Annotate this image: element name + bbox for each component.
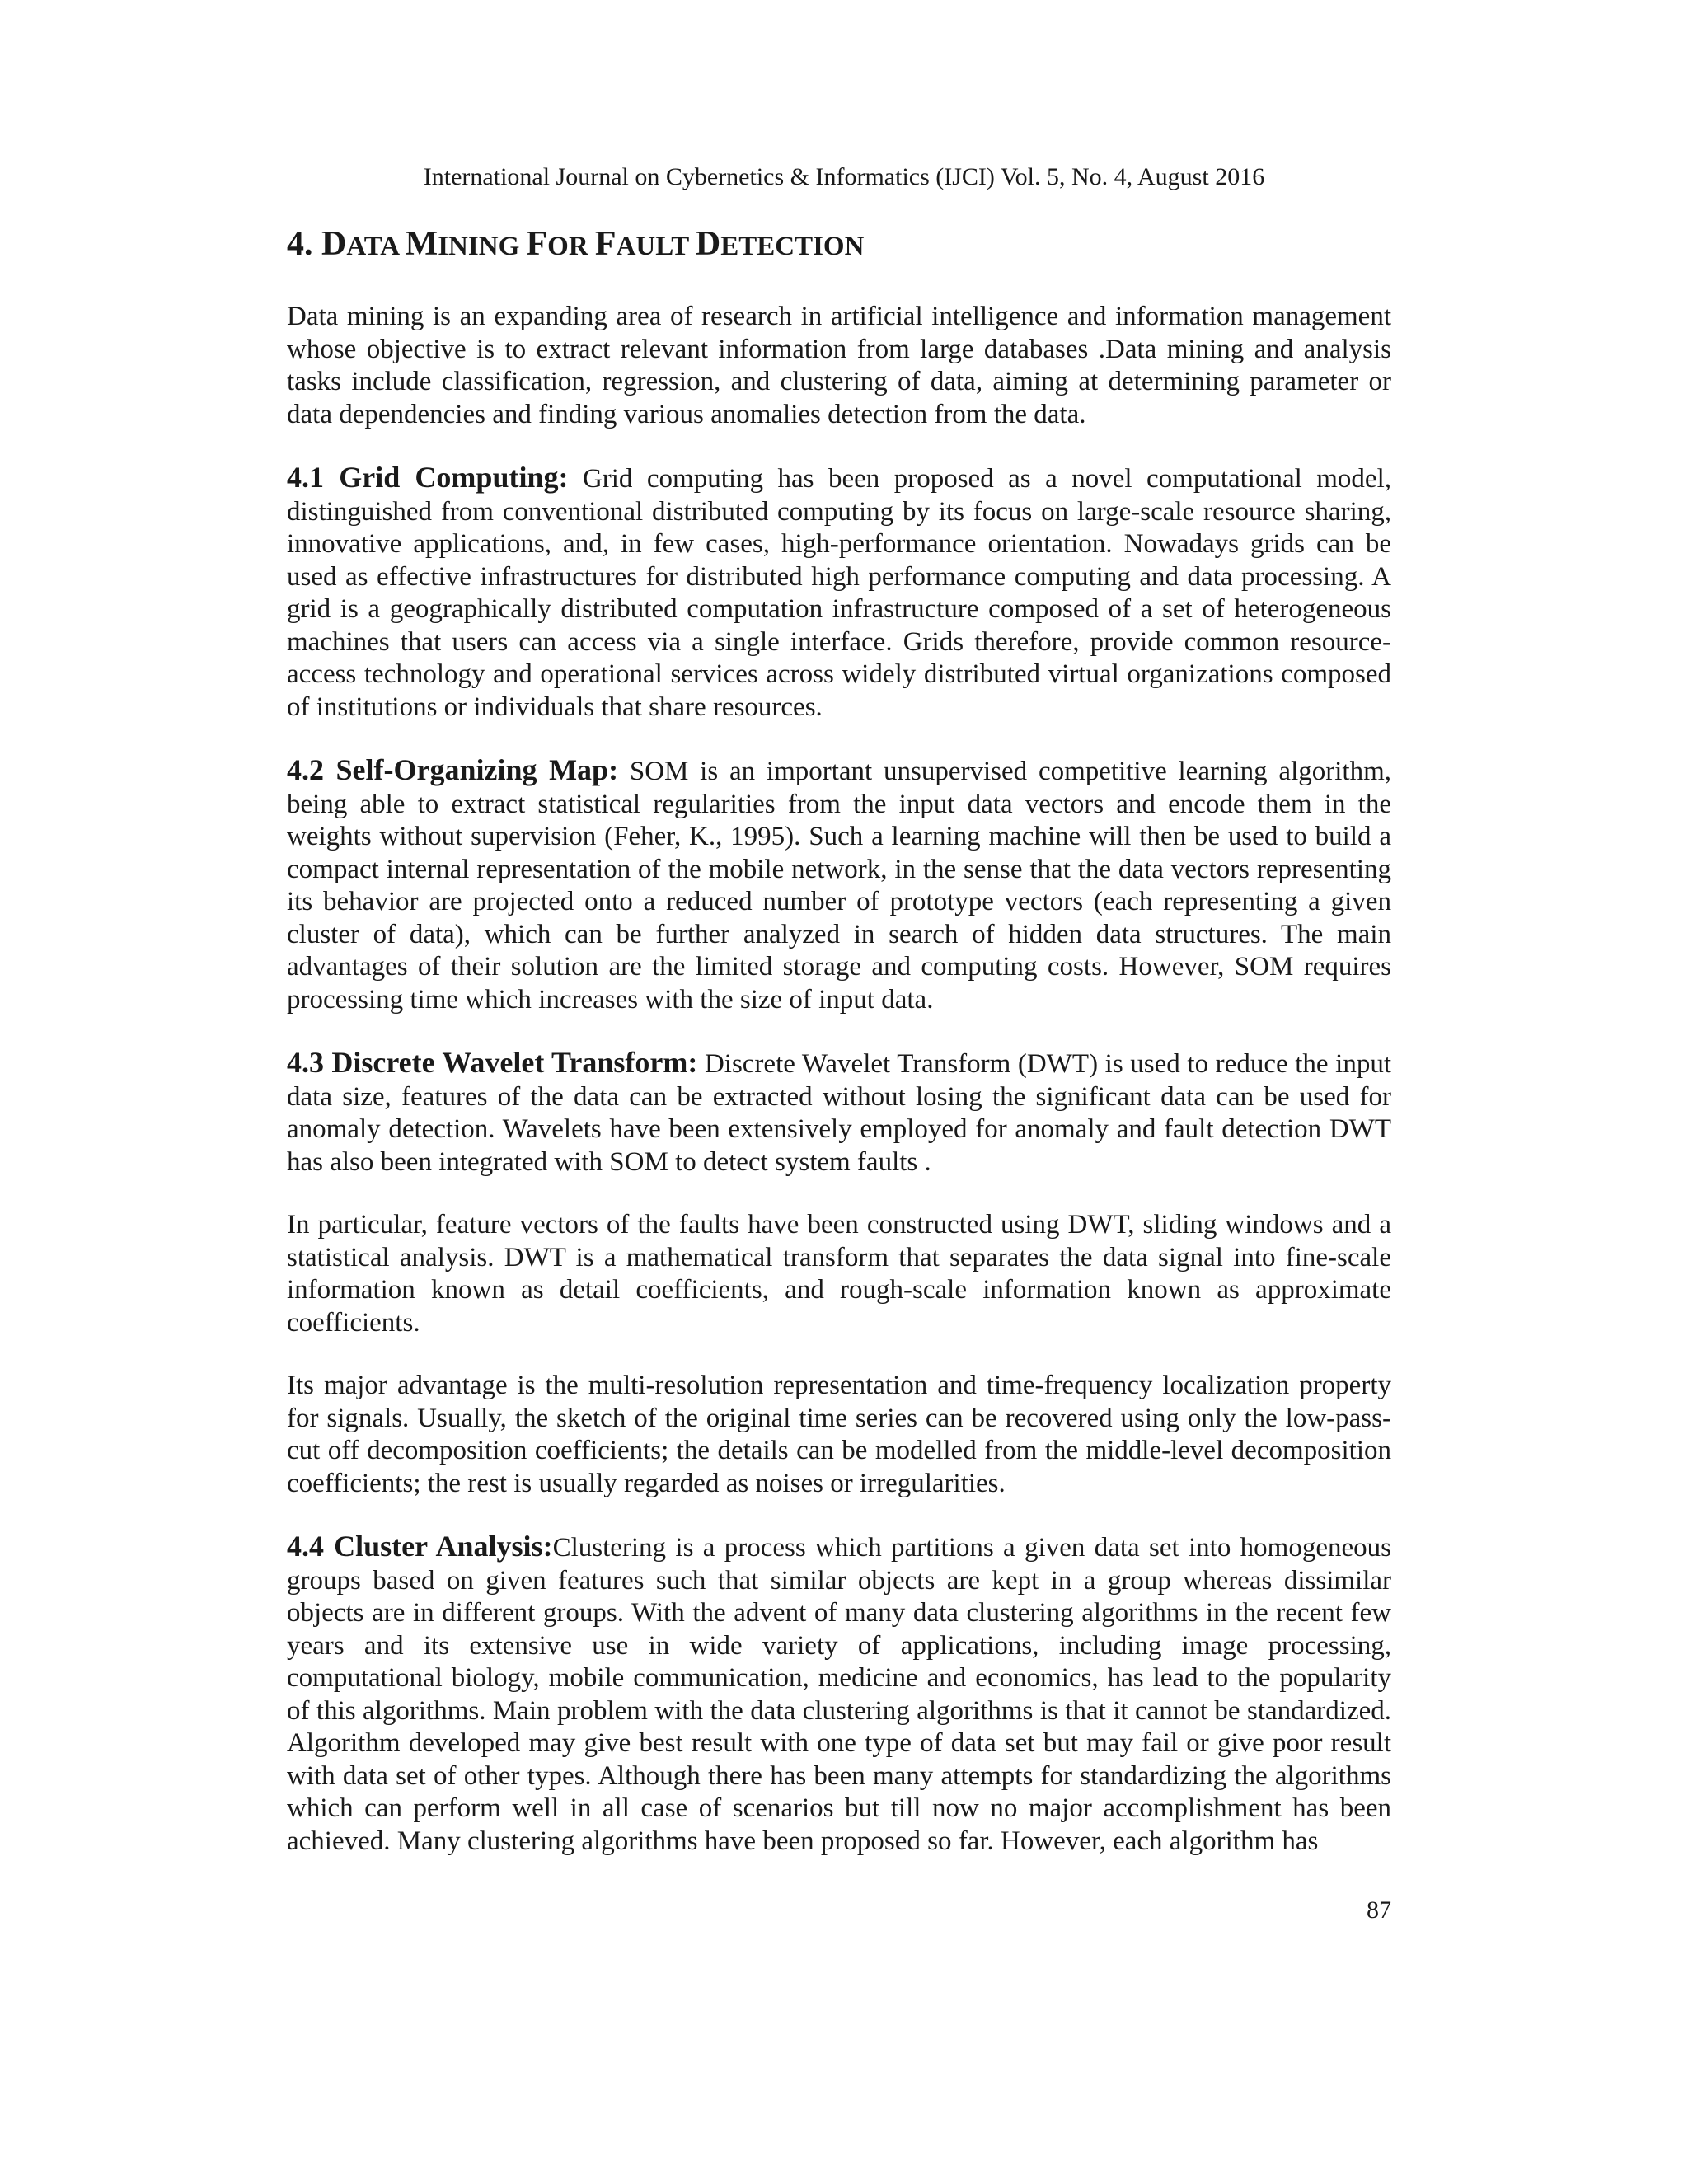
som-paragraph (287, 754, 1391, 1016)
dwt-heading: 4.3 Discrete Wavelet Transform: (287, 1046, 698, 1079)
journal-header: International Journal on Cybernetics & Informatics (IJCI) Vol. 5, No. 4, August 2016 (423, 163, 1265, 190)
title-rest-3: OR (547, 232, 595, 261)
title-initial-2: M (405, 225, 438, 263)
cluster-analysis-text: Clustering is a process which partitions a given data set into homogeneous groups based on given features such that similar objects are kept in a group whereas dissimilar objects are in different groups. With the advent of many data clustering algorithms in the recent few years and its extensive use in wide variety of applications, including image processing, computational biology, mobile communication, medicine and economics, has lead to the popularity of this algorithms. Main problem with the data clustering algorithms is that it cannot be standardized. Algorithm developed may give best result with one type of data set but may fail or give poor result with data set of other types. Although there has been many attempts for standardizing the algorithms which can perform well in all case of scenarios but till now no major accomplishment has been achieved. Many clustering algorithms have been proposed so far. However, each algorithm has (287, 1533, 1391, 1856)
intro-paragraph: Data mining is an expanding area of research in artificial intelligence and information management whose objective is to extract relevant information from large databases .Data mining and analysis tasks include classification, regression, and clustering of data, aiming at determining parameter or data dependencies and finding various anomalies detection from the data. (287, 302, 1391, 429)
title-initial-4: F (594, 225, 617, 263)
dwt-paragraph-2: In particular, feature vectors of the faults have been constructed using DWT, sliding windows and a statistical analysis. DWT is a mathematical transform that separates the data signal into fine-scale information known as detail coefficients, and rough-scale information known as approximate coefficients. (287, 1210, 1391, 1338)
grid-computing-heading: 4.1 Grid Computing: (287, 461, 569, 494)
title-initial-3: F (526, 225, 548, 263)
som-heading: 4.2 Self-Organizing Map: (287, 753, 619, 786)
title-rest-5: ETECTION (720, 232, 865, 261)
grid-computing-paragraph (287, 462, 1391, 724)
title-initial-1: D (321, 225, 347, 263)
cluster-analysis-heading: 4.4 Cluster Analysis: (287, 1530, 553, 1563)
som-text: SOM is an important unsupervised competitive learning algorithm, being able to extract statistical regularities from the input data vectors and encode them in the weights without supervision (Feher, K., 1995). Such a learning machine will then be used to build a compact internal representation of the mobile network, in the sense that the data vectors representing its behavior are projected onto a reduced number of prototype vectors (each representing a given cluster of data), which can be further analyzed in search of hidden data structures. The main advantages of their solution are the limited storage and computing costs. However, SOM requires processing time which increases with the size of input data. (287, 757, 1391, 1015)
cluster-analysis-paragraph (287, 1530, 1391, 1858)
dwt-paragraph (287, 1047, 1391, 1179)
dwt-text: Discrete Wavelet Transform (DWT) is used to reduce the input data size, features of the data can be extracted without losing the significant data can be used for anomaly detection. Wavelets have been extensively employed for anomaly and fault detection DWT has also been integrated with SOM to detect system faults . (287, 1049, 1391, 1177)
dwt-paragraph-3: Its major advantage is the multi-resolution representation and time-frequency localization property for signals. Usually, the sketch of the original time series can be recovered using only the low-pass-cut off decomposition coefficients; the details can be modelled from the middle-level decomposition coefficients; the rest is usually regarded as noises or irregularities. (287, 1371, 1391, 1498)
section-title (287, 223, 864, 268)
page-number: 87 (1367, 1896, 1391, 1924)
grid-computing-text: Grid computing has been proposed as a novel computational model, distinguished from conventional distributed computing by its focus on large-scale resource sharing, innovative applications, and, in few cases, high-performance orientation. Nowadays grids can be used as effective infrastructures for distributed high performance computing and data processing. A grid is a geographically distributed computation infrastructure composed of a set of heterogeneous machines that users can access via a single interface. Grids therefore, provide common resource-access technology and operational services across widely distributed virtual organizations composed of institutions or individuals that share resources. (287, 464, 1391, 722)
title-initial-5: D (695, 225, 721, 263)
title-rest-1: ATA (346, 232, 406, 261)
section-number: 4. (287, 225, 313, 263)
page-body (287, 301, 1391, 1888)
title-rest-2: INING (438, 232, 527, 261)
title-rest-4: AULT (616, 232, 696, 261)
